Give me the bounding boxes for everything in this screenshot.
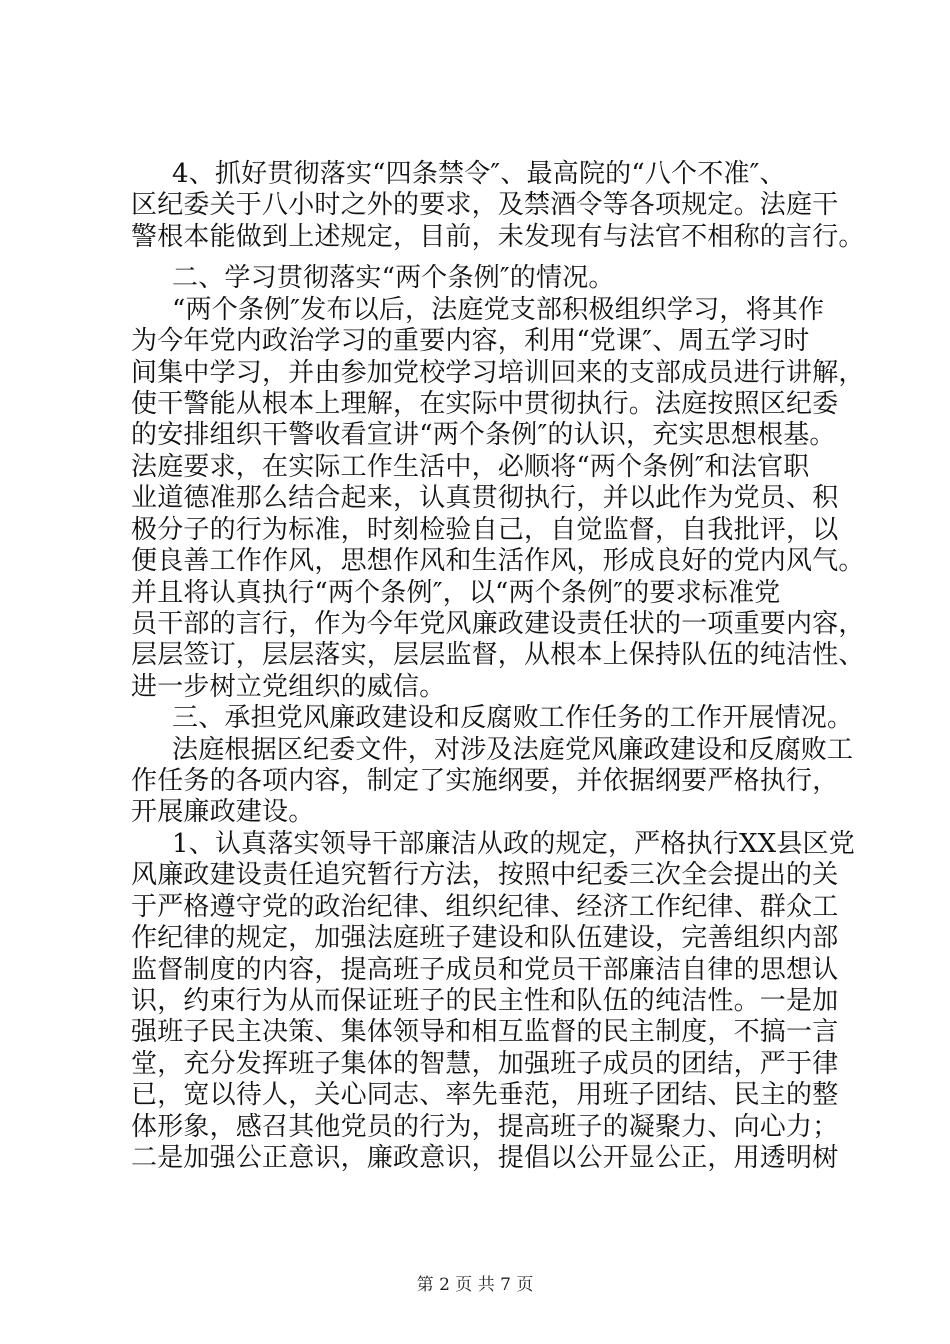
text-line: 二是加强公正意识，廉政意识，提倡以公开显公正，用透明树	[131, 1143, 839, 1173]
text-line: 1、认真落实领导干部廉洁从政的规定，严格执行XX县区党	[172, 828, 855, 859]
text-line: 监督制度的内容，提高班子成员和党员干部廉洁自律的思想认	[131, 954, 839, 985]
text-line: 的安排组织干警收看宣讲“两个条例″的认识，充实思想根基。	[131, 420, 836, 451]
text-line: 间集中学习，并由参加党校学习培训回来的支部成员进行讲解，	[131, 357, 865, 388]
text-line: 风廉政建设责任追究暂行方法，按照中纪委三次全会提出的关	[131, 860, 839, 891]
text-line: 使干警能从根本上理解，在实际中贯彻执行。法庭按照区纪委	[131, 388, 839, 419]
text-line: 开展廉政建设。	[131, 797, 315, 828]
text-line: 进一步树立党组织的威信。	[131, 671, 446, 702]
text-line: 作任务的各项内容，制定了实施纲要，并依据纲要严格执行，	[131, 766, 839, 796]
text-line: 法庭根据区纪委文件，对涉及法庭党风廉政建设和反腐败工	[172, 734, 854, 765]
text-line: 法庭要求，在实际工作生活中，必顺将“两个条例″和法官职	[131, 451, 810, 482]
text-line: 警根本能做到上述规定，目前，未发现有与法官不相称的言行。	[131, 221, 865, 252]
text-line: 4、抓好贯彻落实“四条禁令″、最高院的“八个不准″、	[172, 159, 786, 189]
text-line: 于严格遵守党的政治纪律、组织纪律、经济工作纪律、群众工	[131, 891, 839, 922]
text-line: 极分子的行为标准，时刻检验自己，自觉监督，自我批评，以	[131, 514, 839, 545]
text-line: 强班子民主决策、集体领导和相互监督的民主制度，不搞一言	[131, 1017, 839, 1048]
text-line: 并且将认真执行“两个条例″，以“两个条例″的要求标准党	[131, 577, 781, 608]
page-number-footer: 第 2 页 共 7 页	[416, 1275, 534, 1295]
text-line: 体形象，感召其他党员的行为，提高班子的凝聚力、向心力；	[131, 1111, 839, 1142]
text-line: 堂，充分发挥班子集体的智慧，加强班子成员的团结，严于律	[131, 1048, 839, 1079]
text-line: 作纪律的规定，加强法庭班子建设和队伍建设，完善组织内部	[131, 923, 839, 954]
text-line: 业道德准那么结合起来，认真贯彻执行，并以此作为党员、积	[131, 483, 839, 514]
section-heading: 三、承担党风廉政建设和反腐败工作任务的工作开展情况。	[172, 703, 854, 734]
text-line: “两个条例″发布以后，法庭党支部积极组织学习，将其作	[172, 294, 825, 325]
text-line: 便良善工作作风，思想作风和生活作风，形成良好的党内风气。	[131, 546, 865, 576]
text-line: 已，宽以待人，关心同志、率先垂范，用班子团结、民主的整	[131, 1080, 839, 1111]
text-line: 为今年党内政治学习的重要内容，利用“党课″、周五学习时	[131, 326, 810, 357]
text-line: 识，约束行为从而保证班子的民主性和队伍的纯洁性。一是加	[131, 985, 839, 1016]
text-line: 员干部的言行，作为今年党风廉政建设责任状的一项重要内容，	[131, 608, 865, 639]
text-line: 层层签订，层层落实，层层监督，从根本上保持队伍的纯洁性、	[131, 640, 865, 671]
section-heading: 二、学习贯彻落实“两个条例″的情况。	[172, 263, 615, 294]
text-line: 区纪委关于八小时之外的要求，及禁酒令等各项规定。法庭干	[131, 190, 839, 221]
